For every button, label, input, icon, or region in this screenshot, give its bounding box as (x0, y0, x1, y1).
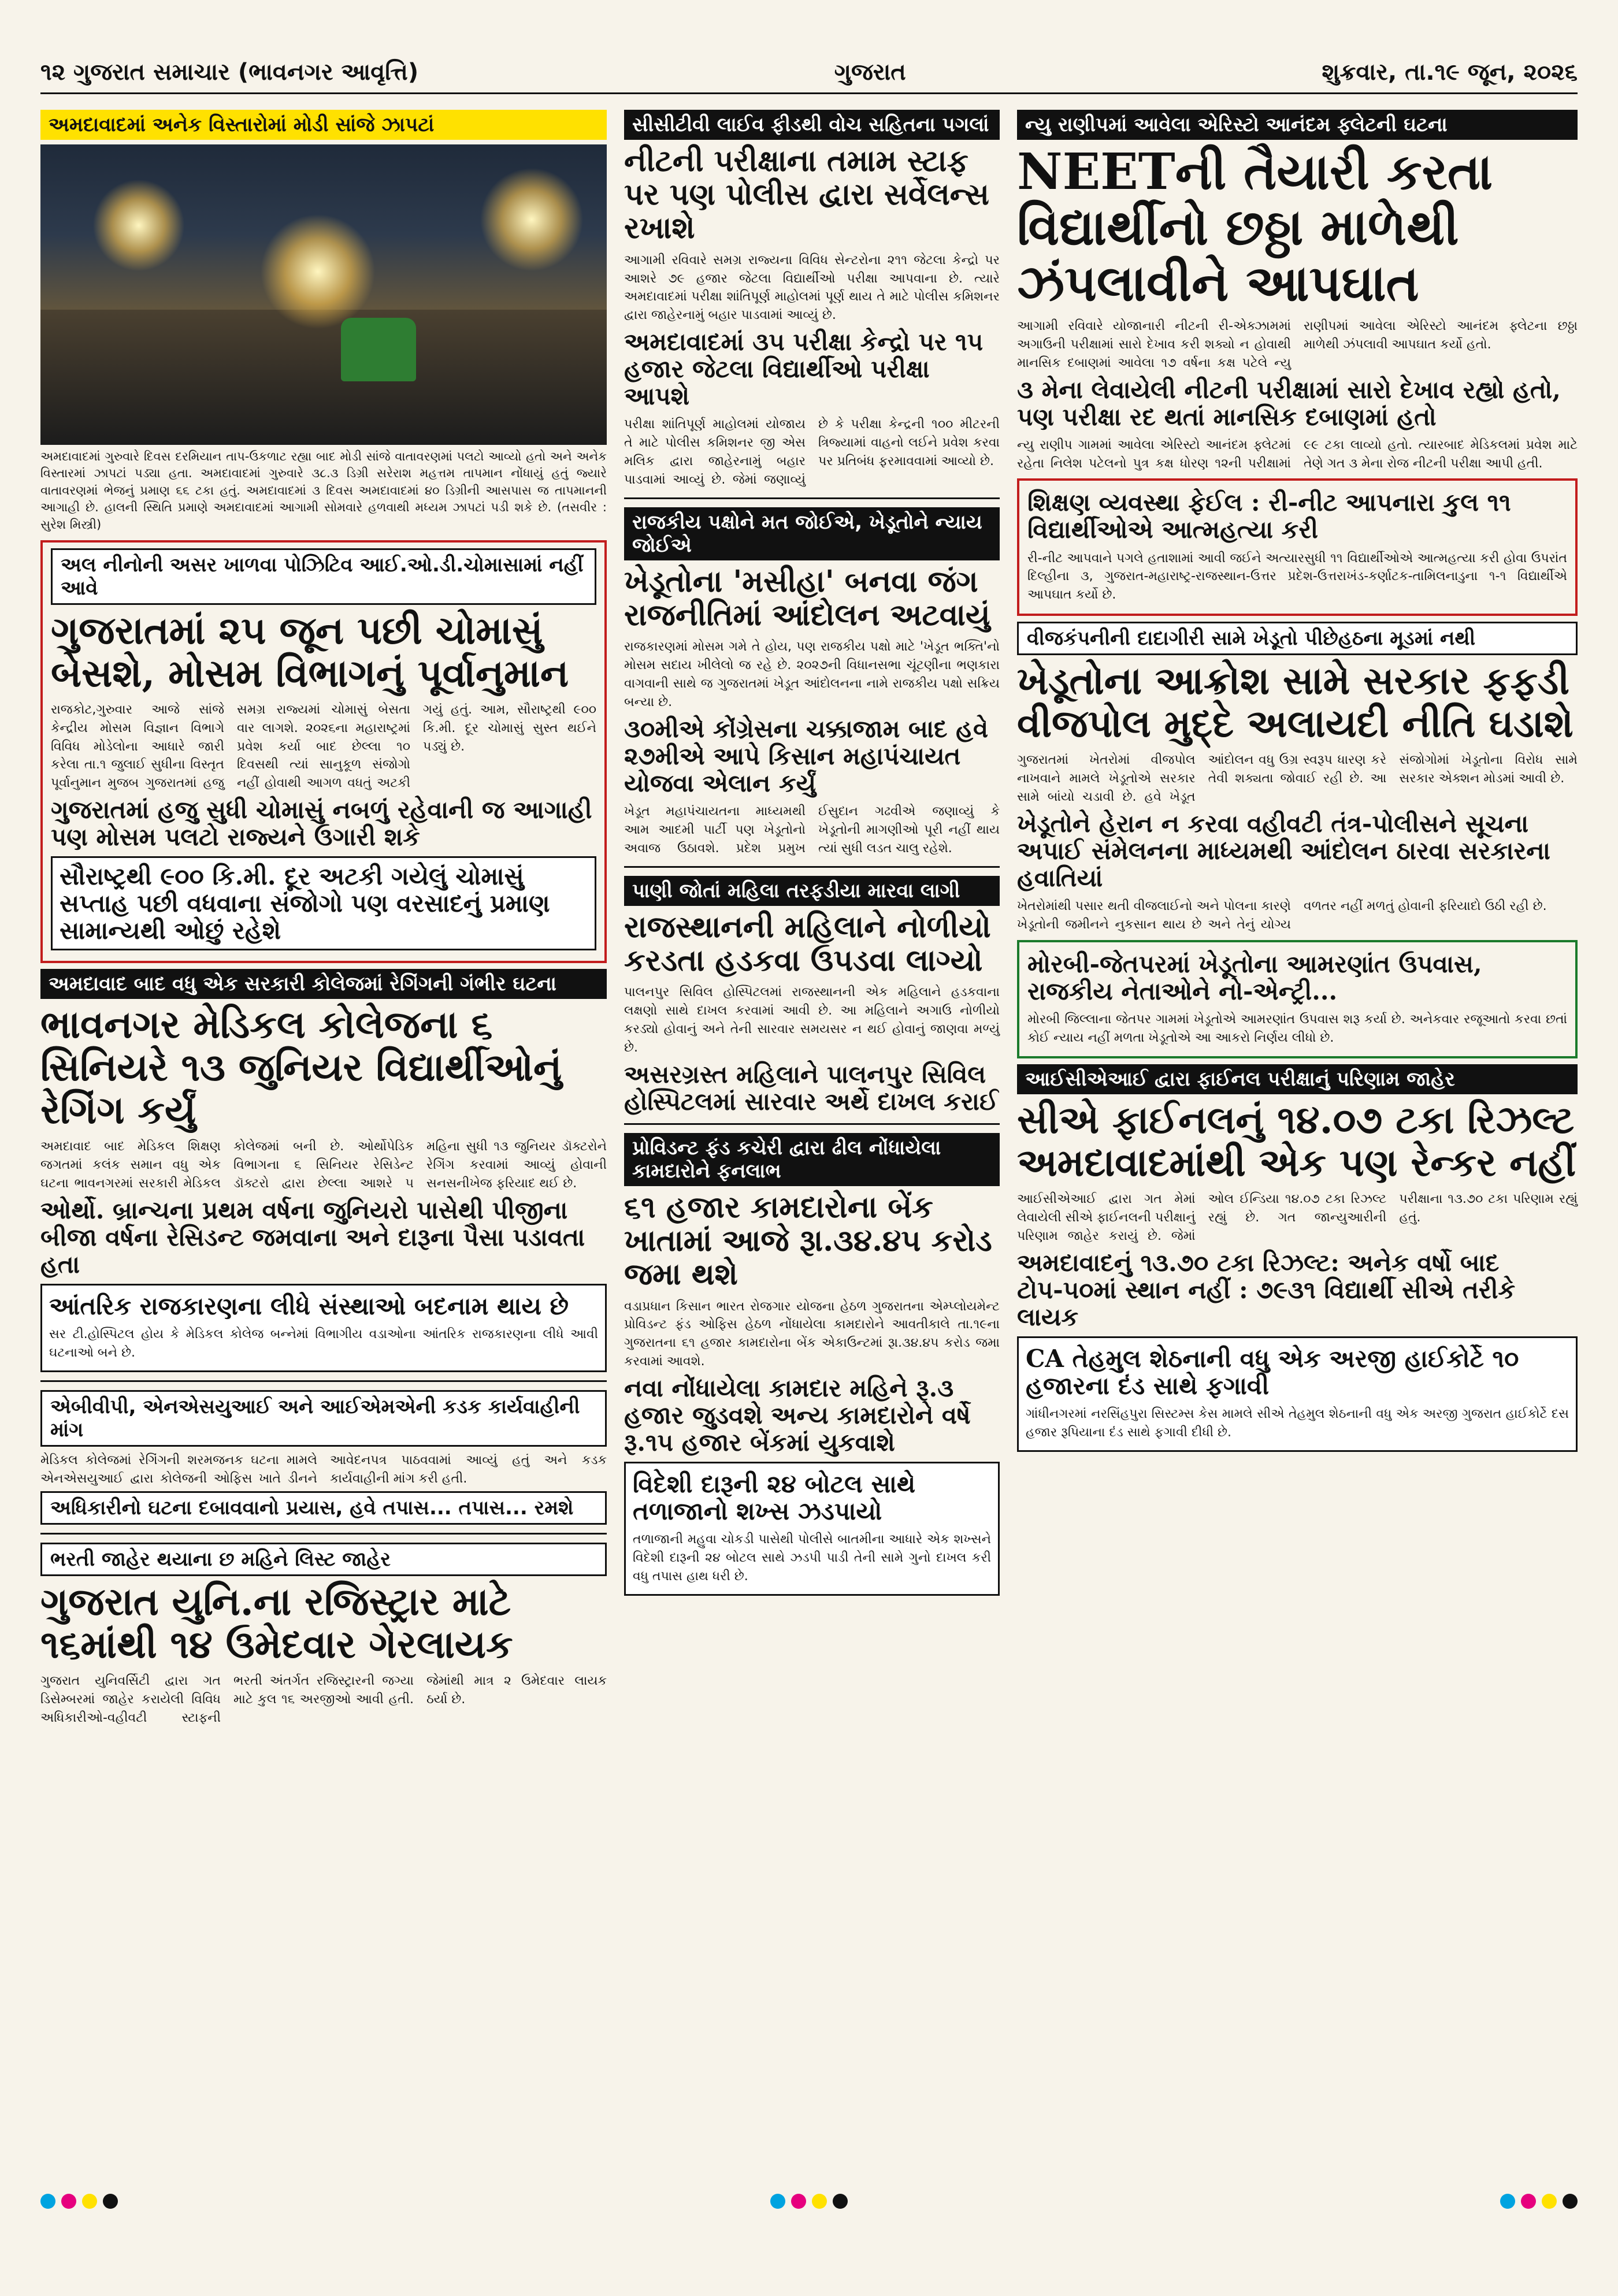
ragging-box-title: આંતરિક રાજકારણના લીધે સંસ્થાઓ બદનામ થાય છે (49, 1291, 569, 1320)
rain-photo (40, 144, 607, 445)
monsoon-story (40, 540, 607, 963)
pf-headline: ૬૧ હજાર કામદારોના બેંક ખાતામાં આજે રૂા.૩૪.૪૫ કરોડ જમા થશે (624, 1189, 992, 1292)
rain-caption: અમદાવાદમાં ગુરુવારે દિવસ દરમિયાન તાપ-ઉકળાટ રહ્યા બાદ મોડી સાંજે વાતાવરણમાં પલટો આવ્યો હતો અને અનેક વિસ્તારમાં ઝાપટાં પડ્યા હતા. અમદાવાદમાં ગુરુવારે ૩૮.૩ ડિગ્રી સરેરાશ મહત્તમ તાપમાન નોંધાયું હતું જ્યારે વાતાવરણમાં ભેજનું પ્રમાણ ૬૬ ટકા હતું. અમદાવાદમાં ૩ દિવસ અમદાવાદમાં ૪૦ ડિગ્રીની આસપાસ જ તાપમાનની આગાહી છે. હાલની સ્થિતિ પ્રમાણે અમદાવાદમાં આગામી સોમવારે હળવાથી મધ્યમ ઝાપટાં પડી શકે છે. (તસવીર : સુરેશ મિસ્ત્રી) (40, 449, 607, 532)
registration-dots-center (770, 2194, 848, 2209)
street-light-icon (92, 179, 185, 272)
monsoon-body: રાજકોટ,ગુરુવાર આજે સાંજે કેન્દ્રીય મોસમ વિજ્ઞાન વિભાગે વિવિધ મોડેલોના આધારે જારી કરેલા તા.૧ જુલાઈ સુધીના વિસ્તૃત પૂર્વાનુમાન મુજબ ગુજરાતમાં હજુ સમગ્ર રાજ્યમાં ચોમાસું બેસતા વાર લાગશે. ૨૦૨૬ના મહારાષ્ટ્રમાં પ્રવેશ કર્યા બાદ છેલ્લા ૧૦ દિવસથી ત્યાં સાનુકૂળ સંજોગો નહીં હોવાથી આગળ વધતું અટકી ગયું હતું. આમ, સૌરાષ્ટ્રથી ૯૦૦ કિ.મી. દૂર ચોમાસું સુસ્ત થઈને પડ્યું છે. (51, 702, 596, 791)
ragging-body: અમદાવાદ બાદ મેડિકલ શિક્ષણ જગતમાં કલંક સમાન વધુ એક ઘટના ભાવનગરમાં સરકારી મેડિકલ કોલેજમાં બની છે. ઓર્થોપેડિક વિભાગના ૬ સિનિયર રેસિડેન્ટ ડૉક્ટરો દ્વારા છેલ્લા આશરે ૫ મહિના સુધી ૧૩ જુનિયર ડૉક્ટરોને રેગિંગ કરવામાં આવ્યું હોવાની સનસનીખેજ ફરિયાદ થઈ છે. (40, 1139, 607, 1191)
ragging-subhead: ઓર્થો. બ્રાન્ચના પ્રથમ વર્ષના જુનિયરો પાસેથી પીજીના બીજા વર્ષના રેસિડન્ટ જમવાના અને દારૂના પૈસા પડાવતા હતા (40, 1195, 585, 1279)
liquor-body: તળાજાની મહુવા ચોકડી પાસેથી પોલીસે બાતમીના આધારે એક શખ્સને વિદેશી દારૂની ૨૪ બોટલ સાથે ઝડપી પાડી તેની સામે ગુનો દાખલ કરી વધુ તપાસ હાથ ધરી છે. (633, 1532, 991, 1584)
yellow-dot-icon (812, 2194, 827, 2209)
masthead-center: ગુજરાત (834, 59, 906, 86)
univ-body: ગુજરાત યુનિવર્સિટી દ્વારા ગત ડિસેમ્બરમાં જાહેર કરાયેલી વિવિધ અધિકારીઓ-વહીવટી સ્ટાફની ભરતી અંતર્ગત રજિસ્ટ્રારની જગ્યા માટે કુલ ૧૬ અરજીઓ આવી હતી. જેમાંથી માત્ર ૨ ઉમેદવાર લાયક ઠર્યા છે. (40, 1674, 607, 1726)
divider (40, 1533, 607, 1535)
ragging-kicker: અમદાવાદ બાદ વધુ એક સરકારી કોલેજમાં રેગિંગની ગંભીર ઘટના (40, 969, 607, 999)
suicide-subhead: ૩ મેના લેવાયેલી નીટની પરીક્ષામાં સારો દેખાવ રહ્યો હતો, પણ પરીક્ષા રદ થતાં માનસિક દબાણમાં હતો (1017, 375, 1561, 431)
masthead-left: ૧૨ ગુજરાત સમાચાર (ભાવનગર આવૃત્તિ) (40, 59, 419, 86)
univ-kicker: ભરતી જાહેર થયાના છ મહિને લિસ્ટ જાહેર (40, 1543, 607, 1576)
ca-kicker: આઈસીએઆઈ દ્વારા ફાઈનલ પરીક્ષાનું પરિણામ જાહેર (1017, 1064, 1578, 1094)
column-middle (624, 110, 1000, 1600)
ca2-headline: CA તેહમુલ શેઠનાની વધુ એક અરજી હાઈકોર્ટે ૧૦ હજારના દંડ સાથે ફગાવી (1026, 1344, 1519, 1400)
morbi-box (1017, 940, 1578, 1059)
neet-staff-body: આગામી રવિવારે સમગ્ર રાજ્યના વિવિધ સેન્ટરોના ૨૧૧ જેટલા કેન્દ્રો પર આશરે ૭૯ હજાર જેટલા વિદ્યાર્થીઓ પરીક્ષા આપવાના છે. ત્યારે અમદાવાદમાં પરીક્ષા શાંતિપૂર્ણ માહોલમાં પૂર્ણ થાય તે માટે પોલીસ કમિશનર દ્વારા જાહેરનામું બહાર પાડવામાં આવ્યું છે. (624, 252, 1000, 323)
monsoon-headline: ગુજરાતમાં ૨૫ જૂન પછી ચોમાસું બેસશે, મોસમ વિભાગનું પૂર્વાનુમાન (51, 607, 569, 696)
farmer-body: રાજકારણમાં મોસમ ગમે તે હોય, પણ રાજકીય પક્ષો માટે 'ખેડૂત ભક્તિ'નો મોસમ સદાય ખીલેલો જ રહે છે. ૨૦૨૭ની વિધાનસભા ચૂંટણીના ભણકારા વાગવાની સાથે જ ગુજરાતમાં ખેડૂત આંદોલનના નામે રાજકીય પક્ષો સક્રિય બન્યા છે. (624, 640, 1000, 710)
strict-kicker: અધિકારીનો ઘટના દબાવવાનો પ્રયાસ, હવે તપાસ... તપાસ... રમશે (40, 1491, 607, 1525)
road-shape (40, 310, 607, 445)
neet-staff-subhead: અમદાવાદમાં ૩૫ પરીક્ષા કેન્દ્રો પર ૧૫ હજાર જેટલા વિદ્યાર્થીઓ પરીક્ષા આપશે (624, 328, 984, 411)
magenta-dot-icon (61, 2194, 76, 2209)
magenta-dot-icon (1521, 2194, 1536, 2209)
cyan-dot-icon (770, 2194, 785, 2209)
masthead-date: શુક્રવાર, તા.૧૯ જૂન, ૨૦૨૬ (1322, 59, 1578, 86)
pf-body: વડાપ્રધાન કિસાન ભારત રોજગાર યોજના હેઠળ ગુજરાતના એમ્પ્લોયમેન્ટ પ્રોવિડન્ટ ફંડ ઓફિસ હેઠળ નોંધાયેલા કામદારોને આવતીકાલે તા.૧૯ના ગુજરાતના ૬૧ હજાર કામદારોના બેંક એકાઉન્ટમાં રૂા.૩૪.૪૫ કરોડ જમા કરવામાં આવશે. (624, 1299, 1000, 1369)
ragging-box (40, 1284, 607, 1372)
neet-staff-headline: નીટની પરીક્ષાના તમામ સ્ટાફ પર પણ પોલીસ દ્વારા સર્વેલન્સ રખાશે (624, 143, 989, 246)
morbi-body: મોરબી જિલ્લાના જેતપર ગામમાં ખેડૂતોએ આમરણાંત ઉપવાસ શરૂ કર્યા છે. અનેકવાર રજૂઆતો કરવા છતાં કોઈ ન્યાય નહીં મળતા ખેડૂતોએ આ આકરો નિર્ણય લીધો છે. (1027, 1012, 1567, 1045)
power-body: ગુજરાતમાં ખેતરોમાં વીજપોલ નાખવાને મામલે ખેડૂતોએ સરકાર સામે બાંયો ચડાવી છે. હવે ખેડૂત આંદોલન વધુ ઉગ્ર સ્વરૂપ ધારણ કરે તેવી શક્યતા જોવાઈ રહી છે. આ સંજોગોમાં ખેડૂતોના વિરોધ સામે સરકાર એક્શન મોડમાં આવી છે. (1017, 753, 1578, 804)
divider (624, 866, 1000, 868)
ca-subhead: અમદાવાદનું ૧૩.૭૦ ટકા રિઝલ્ટ: અનેક વર્ષો બાદ ટોપ-૫૦માં સ્થાન નહીં : ૭૯૩૧ વિદ્યાર્થી સીએ તરીકે લાયક (1017, 1248, 1516, 1331)
morbi-headline: મોરબી-જેતપરમાં ખેડૂતોના આમરણાંત ઉપવાસ, રાજકીય નેતાઓને નો-એન્ટ્રી... (1027, 949, 1482, 1005)
ca2-box (1017, 1336, 1578, 1452)
registration-marks (40, 2190, 1578, 2213)
water-kicker: પાણી જોતાં મહિલા તરફડીયા મારવા લાગી (624, 876, 1000, 906)
ragging-headline: ભાવનગર મેડિકલ કોલેજના ૬ સિનિયરે ૧૩ જુનિયર વિદ્યાર્થીઓનું રેગિંગ કર્યું (40, 1002, 562, 1133)
power-kicker: વીજકંપનીની દાદાગીરી સામે ખેડૂતો પીછેહઠના મૂડમાં નથી (1017, 622, 1578, 655)
yellow-dot-icon (82, 2194, 97, 2209)
power-subhead: ખેડૂતોને હેરાન ન કરવા વહીવટી તંત્ર-પોલીસને સૂચના અપાઈ સંમેલનના માધ્યમથી આંદોલન ઠારવા સરકારના હવાતિયાં (1017, 809, 1550, 892)
street-light-icon (480, 168, 584, 272)
registration-dots-right (1500, 2194, 1578, 2209)
rain-kicker: અમદાવાદમાં અનેક વિસ્તારોમાં મોડી સાંજે ઝાપટાં (40, 110, 607, 140)
cctv-kicker: સીસીટીવી લાઈવ ફીડથી વોચ સહિતના પગલાં (624, 110, 1000, 140)
suicide-box (1017, 478, 1578, 616)
street-light-icon (260, 214, 376, 329)
black-dot-icon (1563, 2194, 1578, 2209)
ragging-box-body: સર ટી.હોસ્પિટલ હોય કે મેડિકલ કોલેજ બન્નેમાં વિભાગીય વડાઓના આંતરિક રાજકારણના લીધે આવી ઘટનાઓ બને છે. (49, 1327, 598, 1360)
abvp-kicker: એબીવીપી, એનએસયુઆઈ અને આઈએમએની કડક કાર્યવાહીની માંગ (40, 1390, 607, 1447)
liquor-box (624, 1462, 1000, 1596)
abvp-body: મેડિકલ કોલેજમાં રેગિંગની શરમજનક ઘટના મામલે એનએસયુઆઈ દ્વારા કોલેજની ઓફિસ ખાતે ડીનને આવેદનપત્ર પાઠવવામાં આવ્યું હતું અને કડક કાર્યવાહીની માંગ કરી હતી. (40, 1452, 607, 1486)
ca-headline: સીએ ફાઈનલનું ૧૪.૦૭ ટકા રિઝલ્ટ અમદાવાદમાંથી એક પણ રેન્કર નહીં (1017, 1097, 1576, 1186)
monsoon-kicker: અલ નીનોની અસર ખાળવા પોઝિટિવ આઈ.ઓ.ડી.ચોમાસામાં નહીં આવે (51, 548, 596, 605)
newspaper-page (40, 52, 1578, 2213)
column-left (40, 110, 607, 1731)
suicide-body: આગામી રવિવારે યોજાનારી નીટની રી-એક્ઝામમાં અગાઉની પરીક્ષામાં સારો દેખાવ કરી શક્યો ન હોવાથી માનસિક દબાણમાં આવેલા ૧૭ વર્ષના કક્ષ પટેલે ન્યુ રાણીપમાં આવેલા એરિસ્ટો આનંદમ ફ્લેટના છઠ્ઠા માળેથી ઝંપલાવી આપઘાત કર્યો હતો. (1017, 318, 1578, 370)
divider (624, 497, 1000, 499)
liquor-headline: વિદેશી દારૂની ૨૪ બોટલ સાથે તળાજાનો શખ્સ ઝડપાયો (633, 1470, 916, 1526)
magenta-dot-icon (791, 2194, 806, 2209)
suicide-box-title: શિક્ષણ વ્યવસ્થા ફેઈલ : રી-નીટ આપનારા કુલ ૧૧ વિદ્યાર્થીઓએ આત્મહત્યા કરી (1027, 488, 1511, 544)
column-right (1017, 110, 1578, 1457)
farmer-kicker: રાજકીય પક્ષોને મત જોઈએ, ખેડૂતોને ન્યાય જોઈએ (624, 507, 1000, 560)
power-body2: ખેતરોમાંથી પસાર થતી વીજલાઈનો અને પોલના કારણે ખેડૂતોની જમીનને નુકસાન થાય છે અને તેનું યોગ્ય વળતર નહીં મળતું હોવાની ફરિયાદો ઉઠી રહી છે. (1017, 898, 1547, 932)
farmer-headline: ખેડૂતોના 'મસીહા' બનવા જંગ રાજનીતિમાં આંદોલન અટવાયું (624, 563, 990, 633)
black-dot-icon (833, 2194, 848, 2209)
cyan-dot-icon (1500, 2194, 1515, 2209)
water-headline: રાજસ્થાનની મહિલાને નોળીયો કરડતા હડકવા ઉપડવા લાગ્યો (624, 909, 991, 978)
suicide-headline: NEETની તૈયારી કરતા વિદ્યાર્થીનો છઠ્ઠા માળેથી ઝંપલાવીને આપઘાત (1017, 143, 1493, 313)
neet-staff-body2: પરીક્ષા શાંતિપૂર્ણ માહોલમાં યોજાય તે માટે પોલીસ કમિશનર જી એસ મલિક દ્વારા જાહેરનામું બહાર પાડવામાં આવ્યું છે. જેમાં જણાવ્યું છે કે પરીક્ષા કેન્દ્રની ૧૦૦ મીટરની ત્રિજ્યામાં વાહનો લઈને પ્રવેશ કરવા પર પ્રતિબંધ ફરમાવવામાં આવ્યો છે. (624, 417, 1000, 488)
masthead (40, 52, 1578, 94)
black-dot-icon (103, 2194, 118, 2209)
ca-body: આઈસીએઆઈ દ્વારા ગત મેમાં લેવાયેલી સીએ ફાઈનલની પરીક્ષાનું પરિણામ જાહેર કરાયું છે. જેમાં ઓલ ઈન્ડિયા ૧૪.૦૭ ટકા રિઝલ્ટ રહ્યું છે. ગત જાન્યુઆરીની પરીક્ષાના ૧૩.૭૦ ટકા પરિણામ રહ્યું હતું. (1017, 1192, 1578, 1243)
suicide-box-body: રી-નીટ આપવાને પગલે હતાશામાં આવી જઈને અત્યારસુધી ૧૧ વિદ્યાર્થીઓએ આત્મહત્યા કરી હોવા ઉપરાંત દિલ્હીના ૩, ગુજરાત-મહારાષ્ટ્ર-રાજસ્થાન-ઉત્તર પ્રદેશ-ઉત્તરાખંડ-કર્ણાટક-તામિલનાડુના ૧-૧ વિદ્યાર્થીએ આપઘાત કર્યો છે. (1027, 551, 1567, 603)
divider (624, 1123, 1000, 1125)
ca2-body: ગાંધીનગરમાં નરસિંહપુરા સિસ્ટમ્સ કેસ મામલે સીએ તેહમુલ શેઠનાની વધુ એક અરજી ગુજરાત હાઈકોર્ટે દસ હજાર રૂપિયાના દંડ સાથે ફગાવી દીધી છે. (1026, 1407, 1569, 1440)
pf-kicker: પ્રોવિડન્ટ ફંડ કચેરી દ્વારા ઢીલ નોંધાયેલા કામદારોને ફનલાભ (624, 1133, 1000, 1186)
cyan-dot-icon (40, 2194, 55, 2209)
suicide-body2: ન્યુ રાણીપ ગામમાં આવેલા એરિસ્ટો આનંદમ ફ્લેટમાં રહેતા નિલેશ પટેલનો પુત્ર કક્ષ ધોરણ ૧૨ની પરીક્ષામાં ૯૯ ટકા લાવ્યો હતો. ત્યારબાદ મેડિકલમાં પ્રવેશ માટે તેણે ગત ૩ મેના રોજ નીટની પરીક્ષા આપી હતી. (1017, 437, 1578, 471)
water-subhead: અસરગ્રસ્ત મહિલાને પાલનપુર સિવિલ હોસ્પિટલમાં સારવાર અર્થે દાખલ કરાઈ (624, 1060, 999, 1116)
registration-dots-left (40, 2194, 118, 2209)
monsoon-subhead: ગુજરાતમાં હજુ સુધી ચોમાસું નબળું રહેવાની જ આગાહી પણ મોસમ પલટો રાજ્યને ઉગારી શકે (51, 796, 592, 852)
suicide-kicker: ન્યુ રાણીપમાં આવેલા એરિસ્ટો આનંદમ ફ્લેટની ઘટના (1017, 110, 1578, 140)
monsoon-box: સૌરાષ્ટ્રથી ૯૦૦ કિ.મી. દૂર અટકી ગયેલું ચોમાસું સપ્તાહ પછી વધવાના સંજોગો પણ વરસાદનું પ્રમાણ સામાન્યથી ઓછું રહેશે (51, 856, 596, 950)
power-headline: ખેડૂતોના આક્રોશ સામે સરકાર ફફડી વીજપોલ મુદ્દે અલાયદી નીતિ ઘડાશે (1017, 658, 1574, 746)
farmer-body2: ખેડૂત મહાપંચાયતના માધ્યમથી આમ આદમી પાર્ટી પણ ખેડૂતોનો અવાજ ઉઠાવશે. પ્રદેશ પ્રમુખ ઈસુદાન ગઢવીએ જણાવ્યું કે ખેડૂતોની માગણીઓ પૂરી નહીં થાય ત્યાં સુધી લડત ચાલુ રહેશે. (624, 804, 1000, 856)
pf-subhead: નવા નોંધાયેલા કામદાર મહિને રૂ.૩ હજાર જુડવશે અન્ય કામદારોને વર્ષે રૂ.૧૫ હજાર બેંકમાં યુકવાશે (624, 1374, 971, 1457)
farmer-subhead: ૩૦મીએ કોંગ્રેસના ચક્કાજામ બાદ હવે ૨૭મીએ આપે કિસાન મહાપંચાયત યોજવા એલાન કર્યું (624, 714, 989, 798)
water-body: પાલનપુર સિવિલ હોસ્પિટલમાં રાજસ્થાનની એક મહિલાને હડકવાના લક્ષણો સાથે દાખલ કરવામાં આવી છે. આ મહિલાને અગાઉ નોળીયો કરડ્યો હોવાનું અને તેની સારવાર સમયસર ન થઈ હોવાનું જાણવા મળ્યું છે. (624, 985, 1000, 1055)
divider (40, 1380, 607, 1382)
yellow-dot-icon (1542, 2194, 1557, 2209)
auto-rickshaw-icon (341, 318, 416, 381)
univ-headline: ગુજરાત યુનિ.ના રજિસ્ટ્રાર માટે ૧૬માંથી ૧૪ ઉમેદવાર ગેરલાયક (40, 1579, 513, 1667)
